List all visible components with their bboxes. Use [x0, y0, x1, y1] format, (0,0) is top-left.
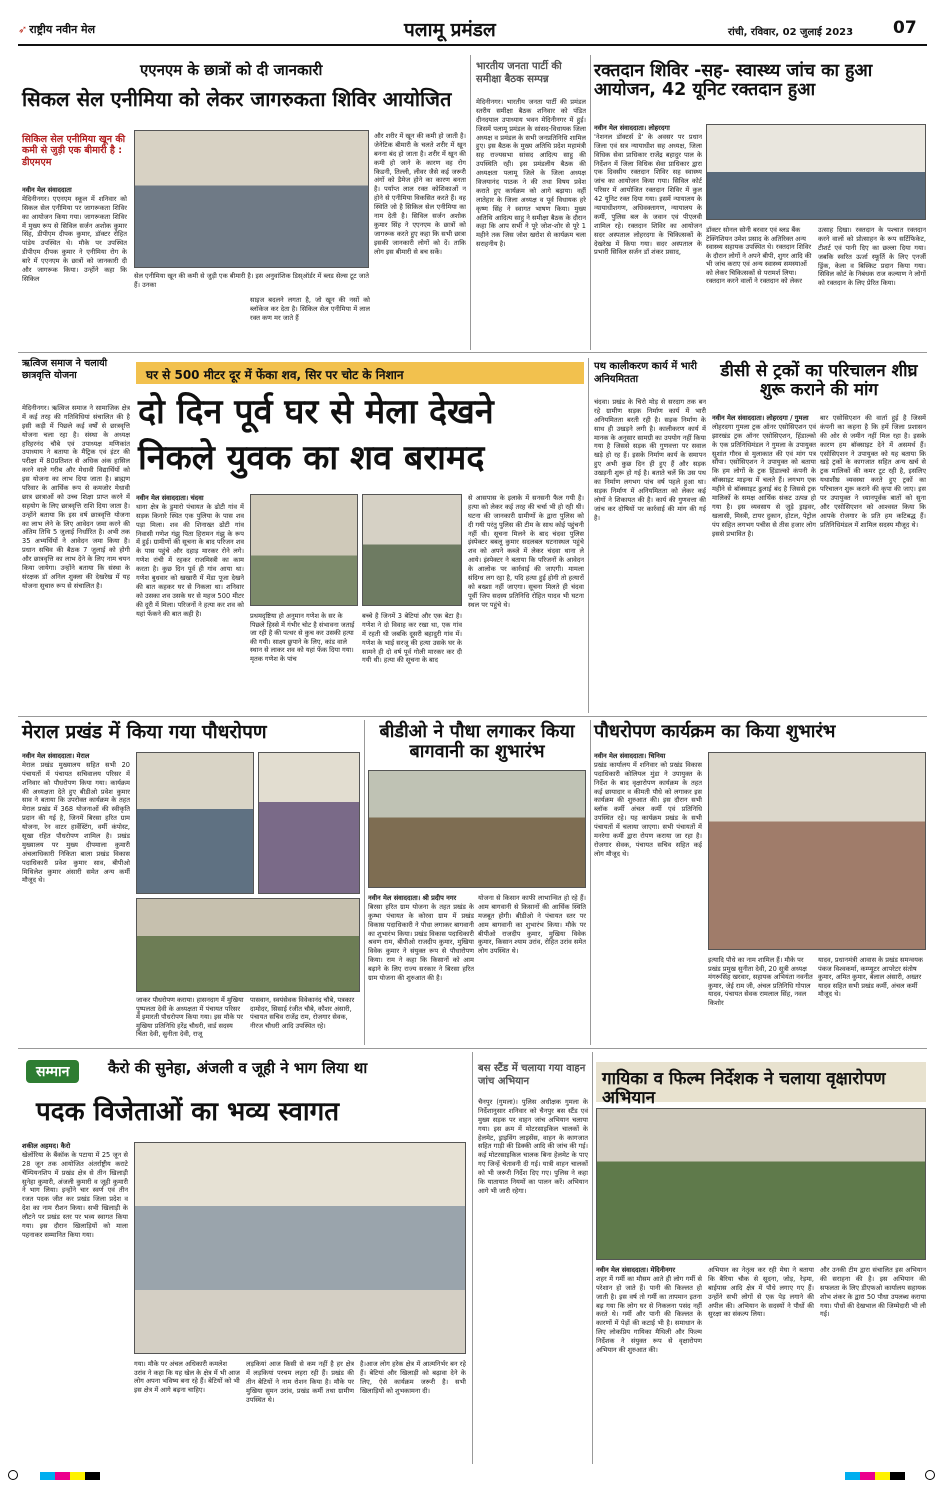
page-number: 07	[893, 18, 917, 38]
masthead-logo: ➶ राष्ट्रीय नवीन मेल	[18, 23, 96, 36]
column-divider	[592, 1052, 593, 1464]
anm-caption: सेल एनीमिया खून की कमी से जुड़ी एक बीमारी है। इस अनुवांशिक डिस्ऑर्डर में ब्लड सेल्स टूट जाते हैं। उनका	[134, 272, 369, 289]
bdo-photo	[368, 770, 586, 888]
scholarship-body: मेदिनीनगर। ऋत्विज समाज ने सामाजिक क्षेत्र में कई तरह की गतिविधियां संचालित की है इसी कड़ी में पिछले कई वर्षों से छात्रवृत्ति योजना चला रहा है। संस्था के अध्यक्ष हरिहरनंद चौबे एवं उपाध्यक्ष मणिकांत उपाध्याय ने बताया के मैट्रिक एवं इंटर की परीक्षा में 80प्रतिशत से अधिक अंक हासिल करने वाले गरीब और मेधावी विद्यार्थियों को इस योजना का लाभ दिया जाता है। ब्राह्मण परिवार के आर्थिक रूप से कमजोर मेधावी छात्र छात्राओं को उच्च शिक्षा प्राप्त करने में सहयोग के लिए छात्रवृत्ति राशि दिया जाता है। उन्होंने बताया कि इस वर्ष छात्रवृत्ति योजना का लाभ लेने के लिए आवेदन जमा करने की अंतिम तिथि 5 जुलाई निर्धारित है। अभी तक 35 अभ्यर्थियों ने आवेदन जमा किया है। प्रधान सचिव की बैठक 7 जुलाई को होगी और छात्रवृत्ति का लाभ देने के लिए नाम चयन किया जायेगा। उन्होंने बताया कि संस्था के संरक्षक डॉ अनिल शुक्ला की देखरेख में यह योजना सुचारु रूप से संचालित है।	[22, 404, 130, 590]
chinia-caption-2: यादव, प्रधानमंत्री आवास के प्रखंड समन्वयक पंकज विश्वकर्मा, कम्प्यूटर आपरेटर संतोष कुमार, अमित कुमार, बेलाल अंसारी, अख्तर यादव सहित सभी प्रखंड कर्मी, अंचल कर्मी मौजूद थे।	[818, 956, 923, 999]
medal-headline: पदक विजेताओं का भव्य स्वागत	[36, 1097, 340, 1127]
body-caption: प्रथमदृष्टिया हो अनुमान गणेश के सर के पिछले हिस्से में गंभीर चोट है संभावना जताई जा रही है की पत्थर से कुच कर उसकी हत्या की गयी। साक्ष्य छुपाने के लिए, कांड वाले स्थान से लाकर शव को यहां फेंक दिया गया। मृतक गणेश के पांच	[250, 612, 355, 663]
blood-photo	[706, 124, 926, 220]
color-bar	[845, 1472, 905, 1480]
body-body-1: नवीन मेल संवाददाता। चंदवा थाना क्षेत्र के डुमारो पंचायत के ढोटी गांव में सड़क किनारे स्थित एक पुलिया के पास शव पड़ा मिला। शव की शिनाख्त ढोटी गांव निवासी गणेश गंझु पिता हिरामन गंझु के रूप में हुई। ग्रामीणों की सूचना के बाद परिजन शव के पास पहुंचे और दहाड़ मारकर रोने लगे। गणेश रांची में रहकर राजमिस्त्री का काम करता है। कुछ दिन पूर्व ही गांव आया था।गणेश बुधवार को खखारी में मेंडा पूजा देखने की बात कहकर घर से निकला था। शनिवार को उसका शव उसके घर से महज 500 मीटर की दूरी में मिला। परिजनों ने हत्या कर शव को यहां फेंकने की बात कही है।	[136, 494, 244, 618]
anm-body-1: नवीन मेल संवाददाता मेदिनीनगर। एएनएम स्कूल में शनिवार को सिकल सेल एनीमिया पर जागरूकता शिविर का आयोजन किया गया। जागरूकता शिविर में मुख्य रूप से सिविल सर्जन अशोक कुमार सिंह, डीपीएम दीपक कुमार, डॉक्टर रोहित पांडेय उपस्थित थे। मौके पर उपस्थित डीपीएम दीपक कुमार ने एनीमिया रोग के बारे में एएनएम के छात्रों को जानकारी दी और जागरूक किया। उन्होंने कहा कि सिकिल	[22, 186, 127, 283]
bjp-kicker: भारतीय जनता पार्टी की समीक्षा बैठक सम्पन्न	[476, 61, 562, 85]
singer-photo	[596, 1108, 926, 1260]
bdo-body-1: नवीन मेल संवाददाता। श्री प्रदीप नगर बिरसा हरित ग्राम योजना के तहत प्रखंड के कुम्भा पंचायत के कोरवा ग्राम में प्रखंड विकास पदाधिकारी ने पौधा लगाकर बागवानी का शुभारंभ किया। प्रखंड विकास पदाधिकारी श्रवण राम, बीपीओ राजदीप कुमार, मुखिया विवेक कुमार ने संयुक्त रूप से पौधारोपण किया। राम ने कहा कि किसानों को आम बढ़ाने के लिए राज्य सरकार ने बिरसा हरित ग्राम योजना की शुरुआत की है।	[368, 894, 474, 983]
meral-photo-3	[136, 898, 360, 992]
bird-logo-icon: ➶	[18, 23, 28, 36]
bdo-headline: बीडीओ ने पौधा लगाकर किया बागवानी का शुभारंभ	[379, 721, 575, 762]
chinia-body: नवीन मेल संवाददाता। चिनिया प्रखंड कार्यालय में शनिवार को प्रखंड विकास पदाधिकारी कोलियल मुंडा ने उपायुक्त के निर्देश के बाद वृक्षारोपण कार्यक्रम के तहत कई छायादार व कीमती पौधे को लगाकर इस कार्यक्रम की शुरुआत की। इस दौरान सभी ब्लॉक कर्मी अंचल कर्मी एवं प्रतिनिधि उपस्थित रहे। यह कार्यक्रम प्रखंड के सभी पंचायतों में चलाया जाएगा। सभी पंचायतों में मनरेगा कर्मी द्वारा रोपण कराया जा रहा है। रोजगार सेवक, पंचायत सचिव सहित कई लोग मौजूद थे।	[594, 752, 702, 858]
blood-body-1: नवीन मेल संवाददाता। लोहरदगा 'नेशनल डॉक्टर्स डे' के अवसर पर प्रधान जिला एवं सत्र न्यायाधीश सह अध्यक्ष, जिला विधिक सेवा प्राधिकार राजेंद्र बहादुर पाल के निर्देशन में जिला विधिक सेवा प्राधिकार द्वारा एक दिवसीय रक्तदान शिविर सह स्वास्थ्य जांच का आयोजन किया गया। सिविल कोर्ट परिसर में आयोजित रक्तदान शिविर में कुल 42 यूनिट रक्त दिया गया। इसमें न्यायालय के न्यायाधीशगण, अधिवक्तागण, न्यायालय के कर्मी, पुलिस बल के जवान एवं पीएलवी शामिल रहे। रक्तदान शिविर का आयोजन सदर अस्पताल लोहरदगा के चिकित्सकों के देखरेख में किया गया। सदर अस्पताल के प्रभारी सिविल सर्जन डॉ शंकर प्रसाद,	[594, 124, 702, 257]
chinia-headline: पौधरोपण कार्यक्रम का किया शुभारंभ	[594, 721, 836, 742]
scholarship-kicker: ऋत्विज समाज ने चलायी छात्रवृत्ति योजना	[22, 358, 108, 381]
medal-photo	[134, 1142, 466, 1354]
bdo-body-2: योजना से किसान काफी लाभान्वित हो रहे हैं। आम बागवानी से किसानों की आर्थिक स्थिति मजबूत होगी। बीडीओ ने पंचायत स्तर पर आम बागवानी का शुभारंभ किया। मौके पर बीपीओ राजदीप कुमार, मुखिया विवेक कुमार, किसान श्याम उरांव, रोहित उरांव समेत लोग उपस्थित थे।	[478, 894, 586, 956]
medal-body-2: लड़कियां आज किसी से कम नहीं है हर क्षेत्र में लड़कियां परचम लहरा रही हैं। प्रखंड की तीन बेटियों ने नाम रोशन किया है। मौके पर मुखिया सुमन उरांव, प्रखंड कर्मी तथा ग्रामीण उपस्थित थे।	[246, 1360, 354, 1404]
body-kicker: घर से 500 मीटर दूर में फेंका शव, सिर पर चोट के निशान	[146, 368, 404, 382]
row-divider	[18, 716, 927, 717]
chinia-caption-1: इत्यादि पौधे का नाम शामिल हैं। मौके पर प्रखंड प्रमुख सुनीता देवी, 20 सूत्री अध्यक्ष मंगरूसिंह खरवार, सहायक अभियंता नवनीत कुमार, जेई राम जी, अंचल प्रतिनिधि गोपाल यादव, पंचायत सेवक रामलाल सिंह, नवल किशोर	[708, 956, 813, 1007]
bjp-body: मेदिनीनगर। भारतीय जनता पार्टी की प्रमंडल स्तरीय समीक्षा बैठक शनिवार को पंडित दीनदयाल उपाध्याय भवन मेदिनीनगर में हुई। जिसमें पलामू प्रमंडल के सांसद-विधायक जिला अध्यक्ष व प्रमंडल के सभी जनप्रतिनिधि शामिल हुए। इस बैठक के मुख्य अतिथि प्रदेश महामंत्री सह राज्यसभा सांसद आदित्य साहु की उपस्थिति रही। इस प्रमंडलीय बैठक की अध्यक्षता पलामू जिले के जिला अध्यक्ष विजयानंद पाठक ने की तथा विषय प्रवेश कराते हुए कार्यक्रम को आगे बढ़ाया। वहीं लातेहार के जिला अध्यक्ष व पूर्व विधायक हरे कृष्ण सिंह ने स्वागत भाषण किया। मुख्य अतिथि आदित्य साहु ने समीक्षा बैठक के दौरान कहा कि आप सभी ने पूरे जोश-शोर से पूरे 1 महीने तक जिस जोश खरोश से कार्यक्रम चला सराहनीय है।	[476, 98, 586, 249]
column-divider	[472, 1052, 473, 1464]
singer-body-1: नवीन मेल संवाददाता। मेदिनीनगर शहर में गर्मी का मौसम आते ही लोग गर्मी से परेशान हो जाते हैं। पानी की किल्लत हो जाती है। इस वर्ष तो गर्मी का तापमान इतना बढ़ गया कि लोग घर से निकलना पसंद नहीं करते थे। गर्मी और पानी की किल्लत के कारणों में पेड़ों की कटाई भी है। समाधान के लिए लोकप्रिय गायिका मैथिली और फिल्म निर्देशक ने संयुक्त रूप से वृक्षारोपण अभियान की शुरुआत की।	[596, 1266, 702, 1355]
column-divider	[364, 720, 365, 1045]
bus-body: चैनपुर (गुमला)। पुलिस अधीक्षक गुमला के निर्देशानुसार शनिवार को चैनपुर बस स्टैंड एवं मुख्य सड़क पर वाहन जांच अभियान चलाया गया। इस क्रम में मोटरसाइकिल चालकों के हेलमेट, ड्राइविंग लाइसेंस, वाहन के कागजात सहित गाड़ी की डिक्की आदि की जांच की गई। कई मोटरसाइकिल चालक बिना हेलमेट के पाए गए जिन्हें चेतावनी दी गई। यात्री वाहन चालकों को भी जरूरी निर्देश दिए गए। पुलिस ने कहा कि यातायात नियमों का पालन करें। अभियान आगे भी जारी रहेगा।	[478, 1098, 588, 1195]
trucks-body-1: नवीन मेल संवाददाता। लोहरदगा / गुमला लोहरदगा गुमला ट्रक ऑनर एसोसिएशन एवं झारखंड ट्रक ऑनर एसोसिएशन, हिंडाल्को के एक प्रतिनिधिमंडल ने गुमला के उपायुक्त सुशांत गौरव से मुलाकात की एवं मांग पत्र सौंपा। एसोसिएशन ने उपायुक्त को बताया कि हम लोगों के ट्रक हिंडाल्को कंपनी के बॉक्साइट माइन्स में चलते हैं। लगभग एक महीने से बॉक्साइट ढुलाई बंद है जिससे ट्रक मालिकों के समक्ष आर्थिक संकट उत्पन्न हो गया है। इस व्यवसाय से जुड़े ड्राइवर, खलासी, मिस्त्री, टायर दुकान, होटल, पेट्रोल पंप सहित लगभग पचीस से तीस हजार लोग इससे प्रभावित है।	[712, 414, 816, 538]
registration-mark-icon	[925, 1470, 935, 1480]
column-divider	[588, 358, 589, 713]
registration-mark-icon	[8, 1470, 18, 1480]
column-divider	[590, 720, 591, 1045]
column-divider	[590, 55, 591, 350]
anm-subheadline: सिकिल सेल एनीमिया खून की कमी से जुड़ी एक बीमारी है : डीएमएम	[22, 134, 126, 168]
singer-headline: गायिका व फिल्म निर्देशक ने चलाया वृक्षारोपण अभियान	[602, 1069, 886, 1108]
medal-body-1: शकील अहमद। कैरो खेलोंरिया के बैंकॉक के पटाया में 25 जून से 28 जून तक आयोजित अंतर्राष्ट्रीय कराटे चैम्पियनशिप में प्रखंड क्षेत्र से तीन खिलाड़ी सुनेहा कुमारी, अंजली कुमारी व जूही कुमारी ने भाग लिया। इन्होंने चार स्वर्ण एवं तीन रजत पदक जीत कर प्रखंड जिला प्रदेश व देश का नाम रौशन किया। सभी खिलाड़ी के लौटने पर प्रखंड स्तर पर भव्य स्वागत किया गया। इस दौरान खिलाड़ियों को माला पहनाकर सम्मानित किया गया।	[22, 1142, 128, 1239]
anm-kicker: एएनएम के छात्रों को दी जानकारी	[140, 61, 323, 79]
medal-caption: गया। मौके पर अंचल अधिकारी कमलेश उरांव ने कहा कि यह खेल के क्षेत्र में भी आज लोग अपना भविष्य बना रहे हैं। बेटियों को भी इस क्षेत्र में आगे बढ़ना चाहिए।	[134, 1360, 240, 1394]
masthead-rule	[18, 44, 927, 46]
meral-photo-1	[136, 752, 254, 894]
body-headline-2: निकले युवक का शव बरामद	[138, 438, 485, 478]
issue-date: रांची, रविवार, 02 जुलाई 2023	[728, 27, 854, 38]
meral-caption-2: पासवान, स्वयंसेवक विवेकानंद चौबे, पत्रकार दामोदर, सिसाई रंजीत चौबे, कौशर अंसारी, पंचायत सचिव राजेंद्र राम, रोजगार सेवक, नीरज चौधरी आदि उपस्थित रहे।	[250, 996, 355, 1030]
road-kicker: पथ कालीकरण कार्य में भारी अनियमितता	[594, 361, 697, 385]
bus-kicker: बस स्टैंड में चलाया गया वाहन जांच अभियान	[478, 1063, 586, 1087]
road-body: चंदवा। प्रखंड के चिरो मोड़ से सरदाग तक बन रहे ग्रामीण सड़क निर्माण कार्य में भारी अनियमितता बरती रही है। सड़क निर्माण के साथ ही उखड़ने लगी है। कालीकरण कार्य में मानक के अनुसार सामग्री का उपयोग नहीं किया गया है जिससे सड़क की गुणवत्ता पर सवाल खड़े हो रह हैं। इसके निर्माण कार्य के समापन हुए अभी कुछ दिन ही हुए हैं और सड़क उखड़नी शुरू हो गई है। बताते चलें कि उस पथ का निर्माण लगभग पांच वर्ष पहले हुआ था। सड़क निर्माण में अनियमितता को लेकर कई लोगों ने शिकायत की है। कार्य की गुणवत्ता की जांच कर दोषियों पर कार्रवाई की मांग की गई है।	[594, 398, 706, 522]
color-bar	[40, 1472, 100, 1480]
meral-headline: मेराल प्रखंड में किया गया पौधरोपण	[22, 721, 267, 743]
trucks-headline: डीसी से ट्रकों का परिचालन शीघ्र शुरू कराने की मांग	[720, 361, 918, 400]
blood-headline: रक्तदान शिविर -सह- स्वास्थ्य जांच का हुआ आयोजन, 42 यूनिट रक्तदान हुआ	[594, 61, 873, 101]
body-body-3: से आसपास के इलाके में सनसनी फैल गयी है। हत्या को लेकर कई तरह की चर्चा भी हो रही थी। घटना की जानकारी ग्रामीणों के द्वारा पुलिस को दी गयी परंतु पुलिस की टीम के साथ कोई पहुंचनी नहीं थी। सूचना मिलने के बाद चंदवा पुलिस इंस्पेक्टर बबलू कुमार सदलबल घटनास्थल पहुंचे शव को अपने कब्जे में लेकर चंदवा थाना ले आये। इंस्पेक्टर ने बताया कि परिजनों के आवेदन के आलोक पर कार्रवाई की जाएगी। मामला संदिग्ध लग रहा है, यदि हत्या हुई होगी तो हत्यारों को बख्शा नहीं जाएगा। सूचना मिलते ही चंदवा पूर्वी जिप सदस्य प्रतिनिधि रोहित यादव भी घटना स्थल पर पहुंचे थे।	[468, 494, 584, 609]
singer-body-3: और उनकी टीम द्वारा संचालित इस अभियान की सराहना की है। इस अभियान की सफलता के लिए डीएफओ कार्यालय सहायक शोभ शंकर के द्वारा 50 पौधा उपलब्ध कराया गया। पौधों की देखभाल की जिम्मेदारी भी ली गई।	[820, 1266, 926, 1319]
body-photo-2	[362, 494, 462, 606]
anm-body-3: साइज बदलने लगता है, जो खून की नसों को ब्लॉकेज कर देता है। सिकिल सेल एनीमिया में लाल रक्त कण मर जाते हैं	[250, 296, 370, 322]
chinia-photo	[708, 752, 926, 950]
meral-caption-1: जाकर पौधरोपण कराया। हासनदाग में मुखिया पुष्पलता देवी के अध्यक्षता में पंचायत परिसर में इमारती पौधरोपण किया गया। इस मौके पर मुखिया प्रतिनिधि हरेंद्र चौधरी, वार्ड सदस्य चिंता देवी, सुनीता देवी, राजू	[136, 996, 244, 1039]
honor-badge: सम्मान	[26, 1060, 79, 1083]
body-photo-1	[250, 494, 358, 606]
row-divider	[18, 1048, 927, 1049]
anm-photo	[134, 130, 369, 268]
row-divider	[18, 352, 927, 353]
medal-kicker: कैरो की सुनेहा, अंजली व जूही ने भाग लिया था	[108, 1059, 368, 1077]
blood-caption: डॉक्टर सोनल सोनी बरवार एवं ब्लड बैंक टेक्निशियन उमेश प्रसाद के अतिरिक्त अन्य स्वास्थ्य सहायक उपस्थित थे। रक्तदान शिविर के दौरान लोगों ने अपने बीपी, शुगर आदि की भी जांच कराए एवं अन्य स्वास्थ्य समस्याओं को लेकर चिकित्सकों से परामर्श लिया। रक्तदान करने वालों ने रक्तदान को लेकर	[706, 226, 812, 286]
body-headline-1: दो दिन पूर्व घर से मेला देखने	[138, 392, 494, 432]
meral-body: नवीन मेल संवाददाता। मेराल मेराल प्रखंड मुख्यालय सहित सभी 20 पंचायतों में पंचायत सचिवालय परिसर में शनिवार को पौधरोपण किया गया। कार्यक्रम की अध्यक्षता देते हुए बीडीओ प्रवेश कुमार साव ने बताया कि उपरोक्त कार्यक्रम के तहत मेराल प्रखंड में 368 योजनाओं की स्वीकृति प्रदान की गई है, जिनमें बिरसा हरित ग्राम योजना, रेन वाटर हार्वेस्टिंग, वर्मी कंपोस्ट, सूखा रहित पौधरोपण शामिल है। प्रखंड मुख्यालय पर मुख्य दीपमाला कुमारी अंचलाधिकारी निकिता बाला प्रखंड विकास पदाधिकारी प्रवेश कुमार साव, बीपीओ मिथिलेश कुमार अंसारी समेत अन्य कर्मी मौजूद थे।	[22, 752, 130, 885]
section-title: पलामू प्रमंडल	[404, 19, 496, 41]
meral-photo-2	[258, 752, 360, 894]
column-divider	[470, 55, 471, 350]
medal-body-3: है।आज लोग हरेक क्षेत्र में आत्मनिर्भर बन रहे हैं। बेटियां और खिलाड़ी को बढ़ावा देने के लिए, ऐसे कार्यक्रम जरूरी है। सभी खिलाड़ियों को शुभकामना दी।	[360, 1360, 466, 1395]
body-body-2: बच्चे है जिनमें 3 बेटियां और एक बेटा है। गणेश ने दो विवाह कर रखा था, एक गांव में रहती थी जबकि दूसरी बहादुरी गांव में। गणेश के भाई सरजू की हत्या उसके घर के सामने ही दो वर्ष पूर्व गोली मारकर कर दी गयी थी। हत्या की सूचना के बाद	[362, 612, 462, 665]
anm-headline: सिकल सेल एनीमिया को लेकर जागरुकता शिविर आयोजित	[22, 87, 452, 111]
trucks-body-2: बार एसोसिएशन की वार्ता हुई है जिसमें कंपनी का कहना है कि हमें जिला प्रशासन की ओर से जमीन नहीं मिल रहा है। इसके कारण हम बॉक्साइट देने में असमर्थ हैं। एसोसिएशन ने उपायुक्त को यह बताया कि खड़े ट्रकों के कागजात सहित अन्य खर्च से ट्रक मालिकों की कमर टूट रही है, इसलिए यथाशीघ्र व्यवस्था करते हुए ट्रकों का परिचालन शुरू कराने की कृपा की जाए। इस पर उपायुक्त ने ध्यानपूर्वक बातों को सुना और एसोसिएशन को आश्वस्त किया कि आपके रोजगार के प्रति हम कटिबद्ध हैं। प्रतिनिधिमंडल में शामिल सदस्य मौजूद थे।	[820, 414, 926, 529]
anm-body-2: और शरीर में खून की कमी हो जाती है। जेनेटिक बीमारी के चलते शरीर में खून बनना बंद हो जाता है। शरीर में खून की कमी हो जाने के कारण वह रोग किडनी, तिल्ली, लीवर जैसे कई जरूरी अंगों को डैमेज होने का कारण बनता है। पर्याप्त लाल रक्त कोशिकाओं न होने से एनीमिया विकसित करते हैं। वह स्थिति जो है सिकिल सेल एनीमिया का नाम देती है। सिविल सर्जन अशोक कुमार सिंह ने एएनएम के छात्रों को जागरूक करते हुए कहा कि सभी छात्रा इसकी जानकारी लोगों को दें। ताकि लोग इस बीमारी से बच सकें।	[374, 132, 466, 256]
blood-body-2: उत्साह दिखा। रक्तदान के पश्चात रक्तदान करने वालों को प्रोत्साहन के रूप सर्टिफिकेट, टीशर्ट एवं पानी दिए का छल्ला दिया गया। जबकि स्वरित ऊर्जा स्फूर्ति के लिए एनर्जी ड्रिंक, केला व बिस्किट प्रदान किया गया। सिविल कोर्ट के निबंधक राज कल्याण ने लोगों को रक्तदान के लिए प्रेरित किया।	[818, 226, 926, 288]
singer-body-2: अभियान का नेतृत्व कर रही मेघा ने बताया कि बैरिया चौक से सूदना, जोड़, रेड़मा, बाईपास आदि क्षेत्र में पौधे लगाए गए हैं। उन्होंने सभी लोगों से एक पेड़ लगाने की अपील की। अभियान के सदस्यों ने पौधों की सुरक्षा का संकल्प लिया।	[708, 1266, 814, 1319]
